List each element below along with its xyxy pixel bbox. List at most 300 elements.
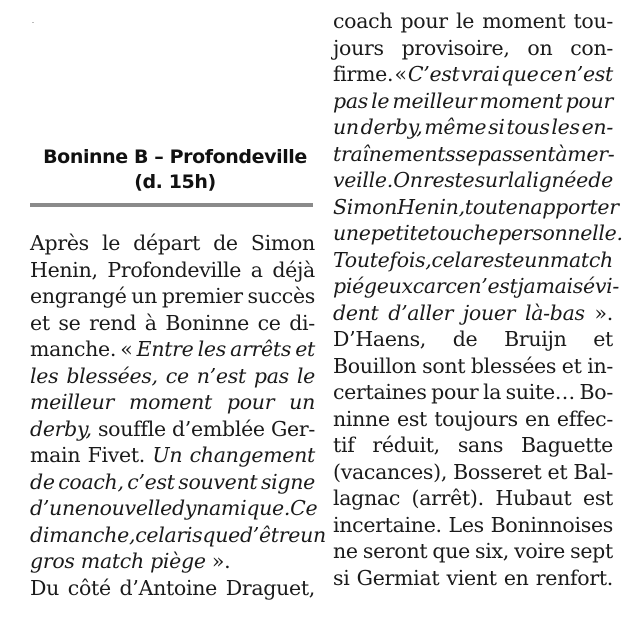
text-line bbox=[30, 548, 315, 575]
word-segment: firme. bbox=[333, 62, 394, 86]
word bbox=[434, 406, 518, 433]
word-segment: voire bbox=[514, 539, 566, 563]
text-line bbox=[333, 273, 620, 300]
word-segment: pas bbox=[333, 88, 368, 113]
word bbox=[514, 538, 565, 565]
word bbox=[400, 8, 447, 35]
word bbox=[251, 257, 263, 284]
word bbox=[30, 230, 89, 257]
text-line bbox=[30, 310, 315, 337]
text-line bbox=[30, 522, 326, 549]
word bbox=[595, 300, 613, 327]
word-segment: se bbox=[58, 310, 81, 335]
word bbox=[289, 389, 315, 416]
text-line bbox=[333, 114, 613, 141]
word bbox=[527, 35, 552, 62]
word-segment: vrai bbox=[460, 62, 500, 86]
word bbox=[583, 485, 613, 512]
word-segment: apporter bbox=[530, 194, 619, 219]
word bbox=[129, 389, 212, 416]
match-heading bbox=[30, 145, 320, 195]
word bbox=[333, 88, 368, 115]
word bbox=[172, 495, 290, 522]
word-segment: nouvelle bbox=[86, 496, 172, 520]
word-segment: pour bbox=[226, 390, 275, 414]
text-segment: gros match piège bbox=[30, 549, 206, 573]
word bbox=[30, 336, 116, 363]
word-segment: si bbox=[333, 565, 350, 590]
word-segment: lignée bbox=[526, 168, 588, 192]
article-column-left bbox=[30, 230, 326, 601]
word-segment: seront bbox=[362, 539, 428, 563]
word bbox=[468, 273, 517, 300]
word bbox=[240, 522, 300, 549]
word bbox=[333, 247, 432, 274]
match-title: Boninne B – Profondeville bbox=[43, 146, 307, 168]
word bbox=[455, 141, 477, 168]
word-segment: ce bbox=[257, 310, 281, 335]
text-line bbox=[333, 8, 613, 35]
word-segment: en bbox=[505, 194, 531, 219]
word-segment: derby, bbox=[360, 115, 423, 139]
word bbox=[588, 167, 613, 194]
word bbox=[333, 565, 349, 592]
word bbox=[272, 257, 315, 284]
word-segment: arrêts bbox=[230, 337, 292, 361]
word-segment: réduit, bbox=[372, 433, 440, 457]
word-segment: Boninne bbox=[165, 310, 249, 335]
word bbox=[524, 247, 550, 274]
heading-rule bbox=[30, 203, 313, 207]
word bbox=[506, 194, 531, 221]
word bbox=[333, 194, 397, 221]
word-segment: moment bbox=[128, 390, 212, 414]
word-segment: on bbox=[527, 35, 553, 60]
word bbox=[333, 406, 390, 433]
word bbox=[333, 379, 427, 406]
word bbox=[477, 141, 555, 168]
word-segment: ce bbox=[165, 363, 189, 388]
word bbox=[413, 273, 446, 300]
word-segment: le bbox=[296, 363, 315, 388]
word bbox=[526, 167, 588, 194]
word bbox=[88, 442, 145, 469]
word bbox=[333, 167, 393, 194]
word bbox=[30, 495, 87, 522]
word-segment: main bbox=[30, 443, 81, 467]
text-line bbox=[30, 575, 315, 602]
word-segment: jouer bbox=[462, 300, 516, 325]
text-line bbox=[333, 220, 623, 247]
word-segment: de bbox=[213, 231, 238, 255]
word bbox=[501, 61, 539, 88]
word bbox=[471, 353, 556, 380]
word-segment: risque bbox=[176, 522, 240, 547]
word-segment: pas bbox=[253, 363, 289, 388]
word bbox=[333, 485, 400, 512]
word bbox=[593, 326, 613, 353]
text-line bbox=[333, 326, 613, 353]
word-segment: pour bbox=[400, 9, 448, 33]
word-segment: jours bbox=[333, 35, 384, 60]
word bbox=[453, 459, 541, 486]
word bbox=[566, 88, 613, 115]
word bbox=[573, 459, 613, 486]
word-segment: Bruijn bbox=[504, 327, 567, 351]
word bbox=[463, 300, 515, 327]
word-segment: incertaine. bbox=[333, 512, 442, 537]
word bbox=[178, 469, 257, 496]
word-segment: dimanche, bbox=[30, 522, 136, 547]
word-segment: sont bbox=[422, 353, 466, 378]
word-segment: le bbox=[455, 9, 475, 33]
word-segment: match bbox=[549, 247, 613, 272]
word-segment: in- bbox=[587, 353, 613, 378]
word-segment: lagnac bbox=[333, 486, 401, 510]
word-segment: Bal- bbox=[573, 459, 613, 484]
word bbox=[570, 35, 613, 62]
word bbox=[152, 442, 182, 469]
word-segment: un bbox=[289, 390, 315, 414]
text-line bbox=[30, 495, 318, 522]
text-line bbox=[30, 416, 315, 443]
word-segment: en bbox=[503, 565, 529, 590]
word-segment: signe bbox=[260, 469, 315, 494]
word-segment: ce bbox=[539, 62, 563, 86]
word bbox=[300, 522, 326, 549]
word-segment: Simon bbox=[333, 194, 398, 219]
word bbox=[475, 538, 509, 565]
word bbox=[564, 61, 613, 88]
word bbox=[557, 406, 613, 433]
text-line bbox=[30, 336, 315, 363]
word-segment: ce bbox=[445, 274, 469, 298]
word bbox=[562, 353, 582, 380]
word-segment: di- bbox=[289, 310, 315, 335]
word bbox=[230, 336, 291, 363]
word-segment: un bbox=[333, 115, 359, 139]
word bbox=[131, 283, 157, 310]
word bbox=[198, 336, 226, 363]
word bbox=[498, 220, 623, 247]
word-segment: le bbox=[101, 231, 121, 255]
word-segment: moment bbox=[479, 88, 563, 113]
word bbox=[333, 512, 442, 539]
word-segment: sept bbox=[570, 539, 613, 563]
word bbox=[521, 432, 613, 459]
word bbox=[424, 114, 486, 141]
word-segment: en bbox=[524, 406, 550, 431]
word-segment: n’est bbox=[468, 274, 518, 298]
word bbox=[30, 257, 98, 284]
word-segment: coach bbox=[333, 9, 393, 33]
article-column-right bbox=[333, 8, 623, 591]
word bbox=[393, 167, 422, 194]
word-segment: mer- bbox=[567, 141, 615, 166]
word-segment: ne bbox=[333, 539, 358, 563]
word bbox=[289, 310, 315, 337]
text-line bbox=[30, 230, 315, 257]
word bbox=[445, 273, 468, 300]
word-segment: premier bbox=[161, 284, 243, 308]
word-segment: dynamique. bbox=[172, 496, 291, 520]
word-segment: si bbox=[488, 115, 505, 139]
word bbox=[408, 61, 460, 88]
word bbox=[453, 326, 478, 353]
word-segment: (arrêt). bbox=[411, 486, 484, 510]
word bbox=[422, 353, 465, 380]
word bbox=[333, 114, 359, 141]
word-segment: provisoire, bbox=[401, 35, 510, 60]
text-line bbox=[30, 389, 315, 416]
word-segment: sur bbox=[474, 168, 508, 192]
word-segment: d’emblée bbox=[171, 416, 265, 441]
word-segment: meilleur bbox=[30, 390, 114, 414]
word bbox=[357, 565, 440, 592]
word-segment: con- bbox=[570, 35, 613, 60]
word bbox=[30, 442, 80, 469]
word-segment: n’est bbox=[563, 62, 613, 86]
word bbox=[465, 194, 506, 221]
word-segment: meilleur bbox=[392, 88, 477, 113]
word bbox=[30, 363, 58, 390]
text-line bbox=[333, 538, 613, 565]
word-segment: une bbox=[333, 221, 371, 245]
word-segment: et bbox=[30, 310, 50, 335]
word bbox=[66, 363, 157, 390]
word bbox=[333, 326, 426, 353]
word bbox=[271, 416, 315, 443]
word-segment: pour bbox=[565, 88, 613, 113]
word-segment: et bbox=[547, 459, 568, 484]
word-segment: d’Antoine bbox=[119, 575, 217, 600]
word-segment: Henin, bbox=[397, 194, 465, 219]
word bbox=[570, 538, 613, 565]
word bbox=[107, 257, 241, 284]
word-segment: Simon bbox=[250, 231, 315, 255]
word bbox=[290, 495, 317, 522]
word-segment: « bbox=[120, 337, 133, 361]
word-segment: effec- bbox=[556, 406, 613, 431]
word bbox=[432, 247, 473, 274]
word bbox=[508, 167, 526, 194]
text-line bbox=[333, 353, 613, 380]
word bbox=[102, 230, 120, 257]
word bbox=[371, 88, 389, 115]
word-segment: a bbox=[250, 257, 263, 282]
word-segment: que bbox=[500, 62, 539, 86]
word-segment: C’est bbox=[407, 62, 460, 86]
text-line bbox=[333, 406, 613, 433]
word-segment: tou- bbox=[573, 9, 613, 33]
word bbox=[363, 538, 427, 565]
word-segment: n’est bbox=[196, 363, 246, 388]
word bbox=[251, 230, 315, 257]
word-segment: est bbox=[583, 486, 613, 510]
word bbox=[30, 283, 127, 310]
word bbox=[423, 167, 474, 194]
word-segment: passent bbox=[477, 141, 556, 166]
text-line bbox=[30, 283, 315, 310]
word-segment: « bbox=[394, 62, 407, 86]
word-segment: de bbox=[588, 168, 613, 192]
word bbox=[525, 406, 550, 433]
word bbox=[68, 575, 111, 602]
word-segment: six, bbox=[475, 539, 509, 563]
text-line bbox=[30, 257, 315, 284]
word bbox=[573, 8, 613, 35]
word bbox=[89, 310, 136, 337]
word bbox=[254, 363, 289, 390]
word bbox=[127, 469, 174, 496]
word-segment: Bo- bbox=[579, 380, 613, 404]
word-segment: Entre bbox=[136, 337, 194, 361]
text-line bbox=[333, 485, 613, 512]
word-segment: veille. bbox=[333, 168, 393, 192]
word bbox=[394, 61, 406, 88]
word bbox=[172, 416, 265, 443]
word bbox=[197, 363, 246, 390]
word-segment: jamais bbox=[517, 274, 584, 298]
word-segment: cela bbox=[135, 522, 177, 547]
word bbox=[333, 61, 393, 88]
word-segment: souffle bbox=[97, 416, 166, 441]
word-segment: Bouillon bbox=[333, 353, 417, 378]
word bbox=[483, 379, 501, 406]
word bbox=[333, 538, 358, 565]
text-line bbox=[333, 300, 613, 327]
word-segment: manche. bbox=[30, 337, 117, 361]
word bbox=[402, 35, 510, 62]
word bbox=[540, 61, 563, 88]
word bbox=[548, 459, 568, 486]
word-segment: Toutefois, bbox=[333, 247, 432, 272]
text-line bbox=[333, 35, 613, 62]
word bbox=[372, 432, 439, 459]
match-time: (d. 15h) bbox=[134, 171, 216, 193]
word bbox=[120, 336, 132, 363]
word bbox=[397, 406, 427, 433]
word-segment: les bbox=[551, 115, 580, 139]
word-segment: Germiat bbox=[356, 565, 440, 590]
word-segment: tif bbox=[333, 433, 355, 457]
word bbox=[473, 247, 524, 274]
word bbox=[333, 220, 371, 247]
word-segment: de bbox=[452, 327, 478, 351]
word-segment: cela bbox=[431, 247, 473, 272]
word-segment: car bbox=[412, 274, 446, 298]
word-segment: tous bbox=[506, 115, 550, 139]
word bbox=[429, 220, 498, 247]
word-segment: reste bbox=[422, 168, 475, 192]
word bbox=[488, 114, 504, 141]
word-segment: la bbox=[507, 168, 526, 192]
word bbox=[449, 512, 484, 539]
word-segment: d’aller bbox=[388, 300, 454, 325]
word-segment: d’une bbox=[30, 496, 87, 520]
word bbox=[87, 495, 172, 522]
word bbox=[30, 416, 92, 443]
word-segment: tout bbox=[464, 194, 506, 219]
word-segment: petite bbox=[370, 221, 430, 245]
word-segment: que bbox=[432, 539, 470, 563]
word bbox=[506, 379, 575, 406]
text-line bbox=[30, 469, 315, 496]
word-segment: à bbox=[144, 310, 157, 335]
word bbox=[446, 565, 496, 592]
word bbox=[582, 114, 613, 141]
word-segment: Fivet. bbox=[87, 443, 146, 467]
word bbox=[258, 310, 281, 337]
word-segment: Ger- bbox=[270, 416, 315, 441]
text-line bbox=[333, 512, 613, 539]
word bbox=[361, 114, 423, 141]
text-line bbox=[333, 141, 613, 168]
word-segment: c’est bbox=[127, 469, 175, 494]
word bbox=[30, 575, 59, 602]
word bbox=[392, 88, 476, 115]
word-segment: se bbox=[455, 141, 478, 166]
word bbox=[297, 363, 315, 390]
word-segment: changement bbox=[189, 443, 315, 467]
word bbox=[550, 247, 613, 274]
word bbox=[213, 230, 238, 257]
word-segment: pour bbox=[431, 380, 479, 404]
word bbox=[137, 336, 194, 363]
word-segment: le bbox=[371, 88, 390, 113]
word-segment: traînements bbox=[333, 141, 456, 166]
word bbox=[58, 469, 123, 496]
word-segment: Profondeville bbox=[107, 257, 242, 282]
word bbox=[567, 141, 614, 168]
word-segment: dent bbox=[333, 300, 379, 325]
text-line bbox=[333, 194, 619, 221]
word-segment: Ce bbox=[290, 496, 318, 520]
word bbox=[551, 114, 579, 141]
word-segment: reste bbox=[472, 247, 525, 272]
word bbox=[431, 379, 478, 406]
word-segment: On bbox=[393, 168, 423, 192]
word bbox=[388, 300, 453, 327]
word-segment: même bbox=[424, 115, 487, 139]
word bbox=[227, 389, 274, 416]
word-segment: à bbox=[555, 141, 568, 166]
word-segment: la bbox=[482, 380, 502, 404]
word-segment: évi- bbox=[583, 274, 620, 298]
word-segment: un bbox=[524, 247, 550, 272]
word-segment: Henin, bbox=[30, 257, 98, 282]
word bbox=[555, 141, 567, 168]
word bbox=[504, 565, 529, 592]
word bbox=[504, 326, 566, 353]
word-segment: Boninnoises bbox=[490, 512, 613, 537]
word-segment: et bbox=[561, 353, 582, 378]
word-segment: rend bbox=[89, 310, 137, 335]
word bbox=[333, 273, 413, 300]
word bbox=[491, 512, 613, 539]
word-segment: et bbox=[593, 327, 613, 351]
word bbox=[432, 538, 470, 565]
word bbox=[461, 61, 500, 88]
text-line bbox=[30, 363, 315, 390]
word bbox=[30, 389, 114, 416]
word-segment: départ bbox=[133, 231, 201, 255]
word-segment: personnelle. bbox=[498, 221, 623, 245]
word bbox=[530, 194, 618, 221]
word-segment: les bbox=[197, 337, 226, 361]
word bbox=[583, 273, 619, 300]
word-segment: Hubaut bbox=[495, 486, 572, 510]
